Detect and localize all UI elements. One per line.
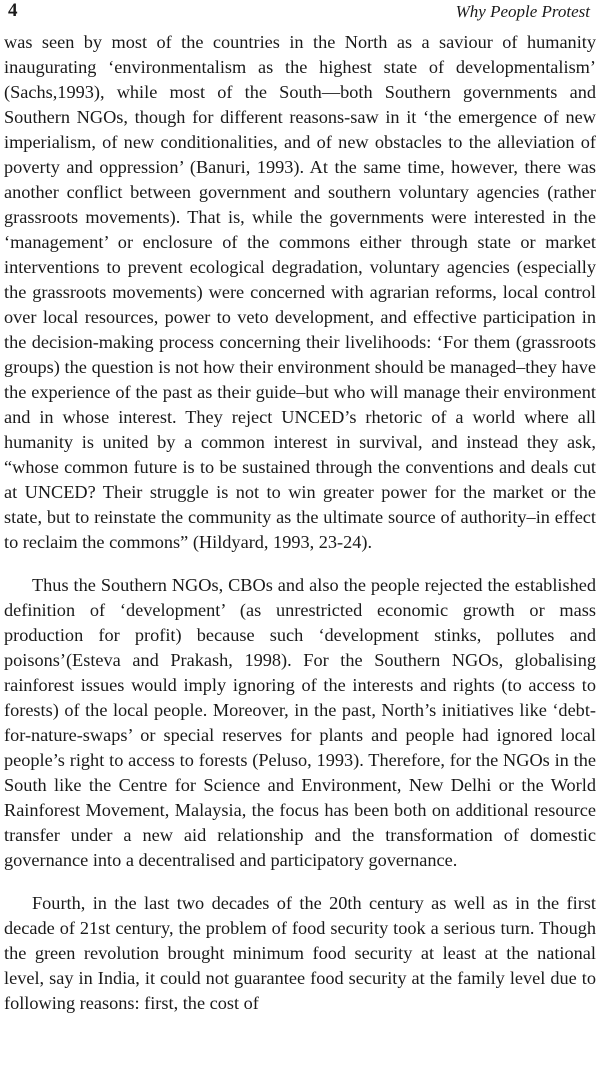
running-title: Why People Protest <box>455 2 590 21</box>
paragraph-1: was seen by most of the countries in the North as a saviour of humanity inaugurating ‘environmentalism as the highest state of developmentalism’ (Sachs,1993), while most of the South—both Southern governments and Southern NGOs, though for different reasons-saw in it ‘the emergence of new imperialism, of new conditionalities, and of new obstacles to the alleviation of poverty and oppression’ (Banuri, 1993). At the same time, however, there was another conflict between government and southern voluntary agencies (rather grassroots movements). That is, while the governments were interested in the ‘management’ or enclosure of the commons either through state or market interventions to prevent ecological degradation, voluntary agencies (especially the grassroots movements) were concerned with agrarian reforms, local control over local resources, power to veto development, and effective participation in the decision-making process concerning their livelihoods: ‘For them (grassroots groups) the question is not how their environment should be managed–they have the experience of the past as their guide–but who will manage their environment and in whose interest. They reject UNCED’s rhetoric of a world where all humanity is united by a common interest in survival, and instead they ask, “whose common future is to be sustained through the conventions and deals cut at UNCED? Their struggle is not to win greater power for the market or the state, but to reinstate the community as the ultimate source of authority–in effect to reclaim the commons” (Hildyard, 1993, 23-24). <box>4 32 596 552</box>
paragraph-2: Thus the Southern NGOs, CBOs and also the people rejected the established definition of ‘development’ (as unrestricted economic growth or mass production for profit) because such ‘development stinks, pollutes and poisons’(Esteva and Prakash, 1998). For the Southern NGOs, globalising rainforest issues would imply ignoring of the interests and rights (to access to forests) of the local people. Moreover, in the past, North’s initiatives like ‘debt-for-nature-swaps’ or special reserves for plants and people had ignored local people’s right to access to forests (Peluso, 1993). Therefore, for the NGOs in the South like the Centre for Science and Environment, New Delhi or the World Rainforest Movement, Malaysia, the focus has been both on additional resource transfer under a new aid relationship and the transformation of domestic governance into a decentralised and participatory governance. <box>4 575 596 870</box>
paragraph-3: Fourth, in the last two decades of the 20th century as well as in the first decade of 21st century, the problem of food security took a serious turn. Though the green revolution brought minimum food security at least at the national level, say in India, it could not guarantee food security at the family level due to following reasons: first, the cost of <box>4 893 596 1013</box>
page-number: 4 <box>8 0 18 21</box>
body-text <box>4 30 596 1016</box>
running-head <box>4 0 596 30</box>
